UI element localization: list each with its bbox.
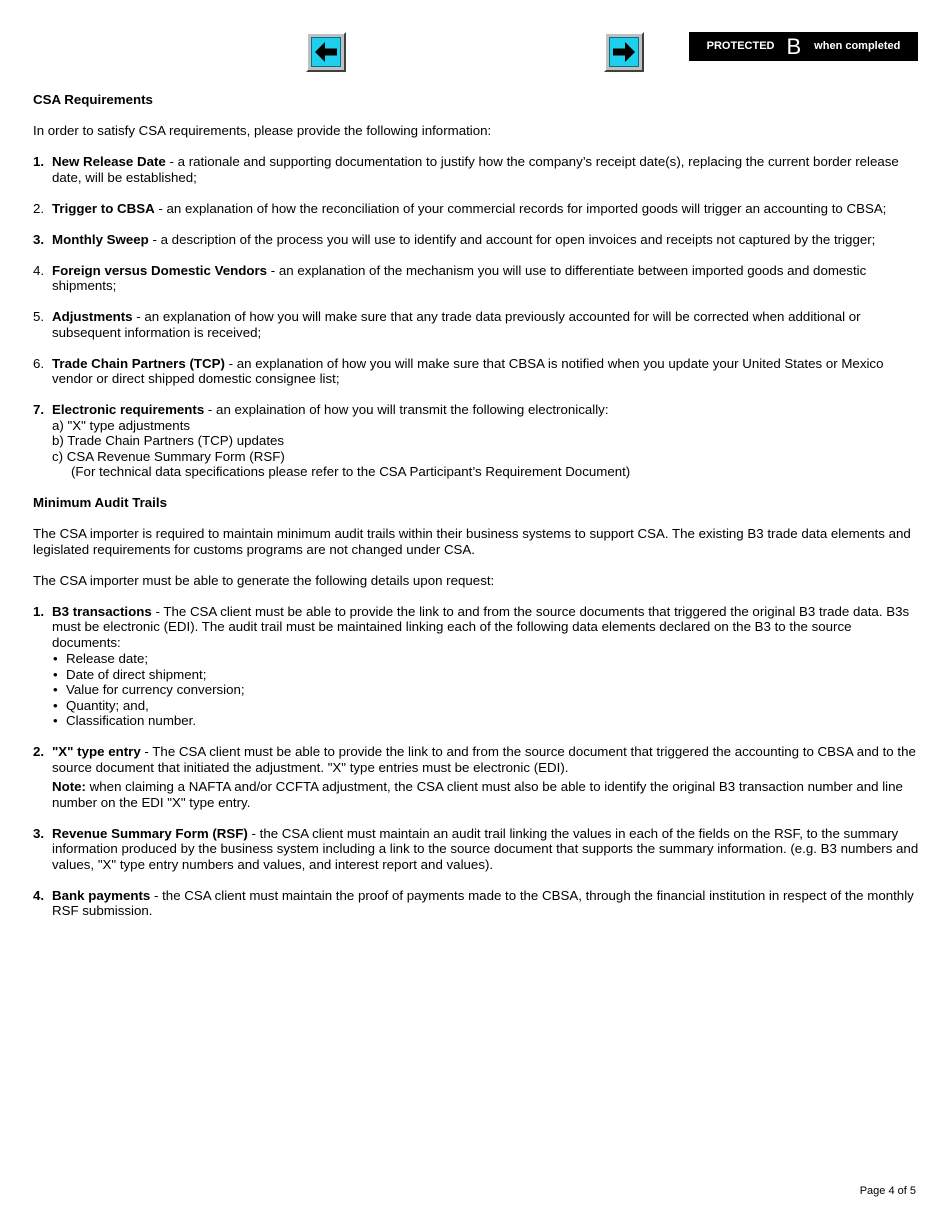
audit-trails-para-1: The CSA importer is required to maintain minimum audit trails within their business systems to support CSA. The existing B3 trade data elements and legislated requirements for customs programs are not changed under CSA. (33, 526, 911, 557)
protected-level: B (786, 33, 802, 59)
csa-requirement-item: 3. Monthly Sweep - a description of the process you will use to identify and account for open invoices and receipts not captured by the trigger; (33, 231, 876, 247)
list-item: • Date of direct shipment; (52, 667, 921, 683)
audit-trail-item: 2. "X" type entry - The CSA client must be able to provide the link to and from the source document that triggered the accounting to CBSA and to the source document that initiated the adjustment. "X" type entries must be electronic (EDI). Note: when claiming a NAFTA and/or CCFTA adjustment, the CSA client must also be able to identify the original B3 transaction number and line number on the EDI "X" type entry. (33, 744, 921, 810)
arrow-right-icon (612, 41, 636, 63)
list-item: • Release date; (52, 651, 921, 667)
audit-trail-item: 1. B3 transactions - The CSA client must be able to provide the link to and from the source documents that triggered the original B3 trade data. B3s must be electronic (EDI). The audit trail must be maintained linking each of the following data elements declared on the B3 to the source documents: • Release date; • Date of direct shipment; • Value for currency conversion; • Quantity; and, • Classification number. (33, 604, 921, 729)
audit-trails-para-2: The CSA importer must be able to generate the following details upon request: (33, 572, 495, 588)
electronic-sub-item: a) "X" type adjustments (52, 417, 191, 433)
csa-requirements-intro: In order to satisfy CSA requirements, please provide the following information: (33, 123, 492, 138)
b3-data-elements-list (52, 651, 921, 729)
csa-requirement-item: 2. Trigger to CBSA - an explanation of how the reconciliation of your commercial records for imported goods will trigger an accounting to CBSA; (33, 200, 887, 216)
arrow-left-icon (314, 41, 338, 63)
audit-trail-item: 3. Revenue Summary Form (RSF) - the CSA client must maintain an audit trail linking the values in each of the fields on the RSF, to the summary information produced by the business system including a link to the source document that supports the summary information. (e.g. B3 numbers and values, "X" type entry numbers and values, and interest report and values). (33, 825, 919, 872)
electronic-sub-note: (For technical data specifications please refer to the CSA Participant’s Requirement Document) (71, 464, 631, 479)
protected-suffix: when completed (814, 39, 901, 52)
audit-trail-item: 4. Bank payments - the CSA client must maintain the proof of payments made to the CBSA, through the financial institution in respect of the monthly RSF submission. (33, 887, 914, 918)
protected-label: PROTECTED (706, 39, 775, 52)
csa-requirements-heading: CSA Requirements (33, 92, 153, 107)
csa-requirement-item: 4. Foreign versus Domestic Vendors - an explanation of the mechanism you will use to differentiate between imported goods and domestic shipments; (33, 262, 867, 293)
list-item: • Value for currency conversion; (52, 682, 921, 698)
electronic-sub-item: c) CSA Revenue Summary Form (RSF) (52, 448, 285, 464)
csa-requirement-item: 5. Adjustments - an explanation of how you will make sure that any trade data previously accounted for will be corrected when additional or subsequent information is received; (33, 309, 861, 340)
csa-requirement-item: 1. New Release Date - a rationale and supporting documentation to justify how the company’s receipt date(s), replacing the current border release date, will be established; (33, 154, 899, 185)
nafta-note: Note: when claiming a NAFTA and/or CCFTA adjustment, the CSA client must also be able to identify the original B3 transaction number and line number on the EDI "X" type entry. (52, 779, 903, 810)
previous-page-button-face (311, 37, 341, 67)
next-page-button[interactable] (604, 32, 644, 72)
audit-trails-heading: Minimum Audit Trails (33, 495, 167, 510)
document-body (33, 92, 921, 919)
csa-requirement-item: 7. Electronic requirements - an explaination of how you will transmit the following electronically: a) "X" type adjustments b) Trade Chain Partners (TCP) updates c) CSA Revenue Summary Form (RSF) (For technical data specifications please refer to the CSA Participant’s Requirement Document) (33, 402, 921, 480)
protected-b-banner (689, 32, 918, 61)
previous-page-button[interactable] (306, 32, 346, 72)
page-number: Page 4 of 5 (859, 1185, 916, 1197)
csa-requirement-item: 6. Trade Chain Partners (TCP) - an explanation of how you will make sure that CBSA is notified when you update your United States or Mexico vendor or direct shipped domestic consignee list; (33, 355, 884, 386)
list-item: • Quantity; and, (52, 698, 921, 714)
list-item: • Classification number. (52, 713, 921, 729)
next-page-button-face (609, 37, 639, 67)
electronic-sub-item: b) Trade Chain Partners (TCP) updates (52, 433, 285, 448)
